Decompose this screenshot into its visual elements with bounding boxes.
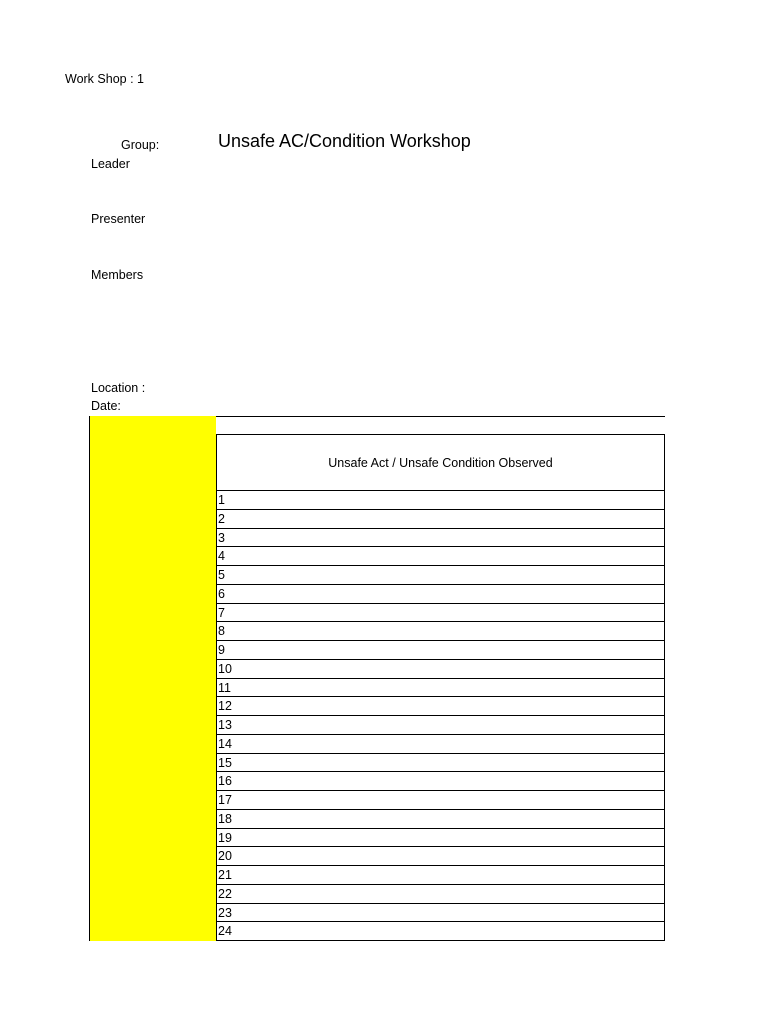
table-row[interactable]: 8 bbox=[217, 622, 664, 641]
members-label: Members bbox=[91, 268, 144, 282]
table-row[interactable]: 13 bbox=[217, 716, 664, 735]
table-row[interactable]: 12 bbox=[217, 697, 664, 716]
table-row[interactable]: 1 bbox=[217, 491, 664, 510]
table-rows bbox=[217, 491, 664, 941]
date-label: Date: bbox=[91, 399, 121, 413]
table-row[interactable]: 5 bbox=[217, 566, 664, 585]
table-row[interactable]: 7 bbox=[217, 604, 664, 623]
table-row[interactable]: 4 bbox=[217, 547, 664, 566]
table-row[interactable]: 17 bbox=[217, 791, 664, 810]
table-row[interactable]: 15 bbox=[217, 754, 664, 773]
highlight-column bbox=[89, 416, 216, 941]
group-label: Group: bbox=[121, 138, 160, 152]
workshop-number: Work Shop : 1 bbox=[65, 72, 144, 86]
table-row[interactable]: 18 bbox=[217, 810, 664, 829]
table-row[interactable]: 11 bbox=[217, 679, 664, 698]
table-row[interactable]: 20 bbox=[217, 847, 664, 866]
table-row[interactable]: 19 bbox=[217, 829, 664, 848]
presenter-label: Presenter bbox=[91, 212, 146, 226]
table-row[interactable]: 24 bbox=[217, 922, 664, 941]
observation-table bbox=[216, 434, 665, 941]
location-label: Location : bbox=[91, 381, 146, 395]
table-top-divider bbox=[216, 416, 665, 417]
table-row[interactable]: 9 bbox=[217, 641, 664, 660]
table-row[interactable]: 2 bbox=[217, 510, 664, 529]
table-row[interactable]: 16 bbox=[217, 772, 664, 791]
leader-label: Leader bbox=[91, 157, 130, 171]
table-header: Unsafe Act / Unsafe Condition Observed bbox=[217, 435, 664, 491]
table-row[interactable]: 6 bbox=[217, 585, 664, 604]
table-row[interactable]: 22 bbox=[217, 885, 664, 904]
page-title: Unsafe AC/Condition Workshop bbox=[218, 131, 471, 151]
table-row[interactable]: 21 bbox=[217, 866, 664, 885]
table-row[interactable]: 23 bbox=[217, 904, 664, 923]
table-row[interactable]: 14 bbox=[217, 735, 664, 754]
table-row[interactable]: 3 bbox=[217, 529, 664, 548]
table-row[interactable]: 10 bbox=[217, 660, 664, 679]
